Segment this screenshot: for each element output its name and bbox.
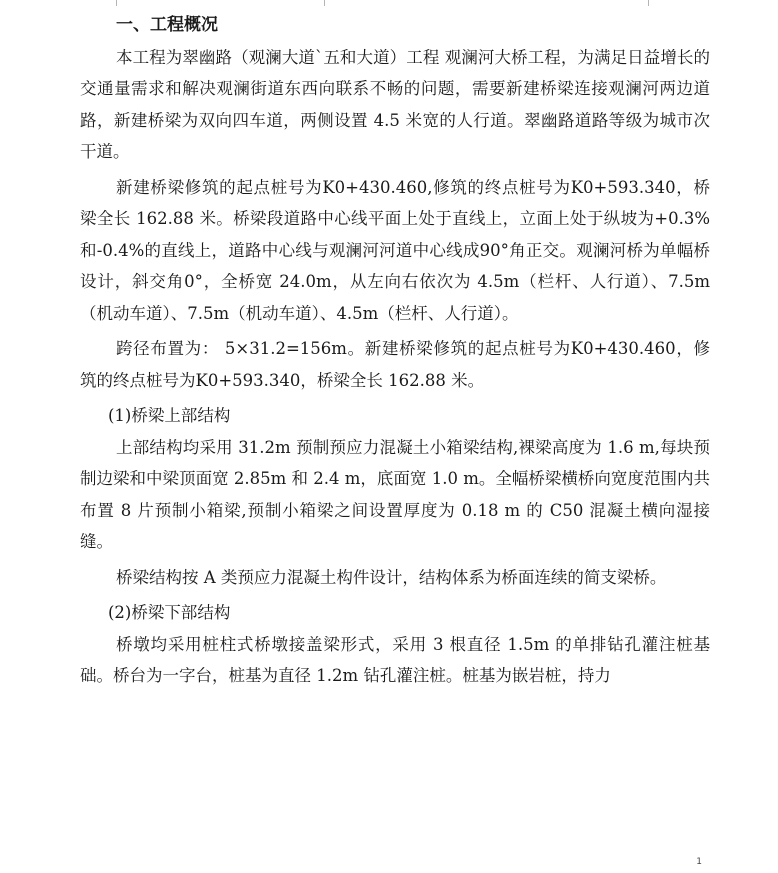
- paragraph-bridge-alignment: 新建桥梁修筑的起点桩号为K0+430.460,修筑的终点桩号为K0+593.340，桥梁全长 162.88 米。桥梁段道路中心线平面上处于直线上，立面上处于纵坡为+0.3%和-0.4%的直线上，道路中心线与观澜河河道中心线成90°角正交。观澜河桥为单幅桥设计，斜交角0°，全桥宽 24.0m，从左向右依次为 4.5m（栏杆、人行道）、7.5m（机动车道）、7.5m（机动车道）、4.5m（栏杆、人行道）。: [80, 177, 710, 323]
- paragraph-project-overview: 本工程为翠幽路（观澜大道`五和大道）工程 观澜河大桥工程，为满足日益增长的交通量需求和解决观澜街道东西向联系不畅的问题，需要新建桥梁连接观澜河两边道路，新建桥梁为双向四车道，两侧设置 4.5 米宽的人行道。翠幽路道路等级为城市次干道。: [80, 47, 710, 161]
- paragraph-span-layout: 跨径布置为： 5×31.2=156m。新建桥梁修筑的起点桩号为K0+430.460，修筑的终点桩号为K0+593.340，桥梁全长 162.88 米。: [80, 339, 710, 390]
- page-number: 1: [696, 857, 702, 867]
- section-title: 一、工程概况: [116, 15, 218, 35]
- paragraph-structural-design: 桥梁结构按 A 类预应力混凝土构件设计，结构体系为桥面连续的简支梁桥。: [116, 567, 667, 587]
- crop-mark: [648, 0, 649, 6]
- document-page: [80, 10, 710, 692]
- subsection-substructure-title: (2)桥梁下部结构: [108, 603, 231, 622]
- paragraph-superstructure: 上部结构均采用 31.2m 预制预应力混凝土小箱梁结构,裸梁高度为 1.6 m,每块预制边梁和中梁顶面宽 2.85m 和 2.4 m，底面宽 1.0 m。全幅桥梁横桥向宽度范围内共布置 8 片预制小箱梁,预制小箱梁之间设置厚度为 0.18 m 的 C50 混凝土横向湿接缝。: [80, 437, 710, 551]
- crop-mark: [324, 0, 325, 6]
- subsection-superstructure-title: (1)桥梁上部结构: [108, 406, 231, 425]
- crop-mark: [116, 0, 117, 6]
- paragraph-substructure: 桥墩均采用桩柱式桥墩接盖梁形式，采用 3 根直径 1.5m 的单排钻孔灌注桩基础。桥台为一字台，桩基为直径 1.2m 钻孔灌注桩。桩基为嵌岩桩，持力: [80, 634, 710, 685]
